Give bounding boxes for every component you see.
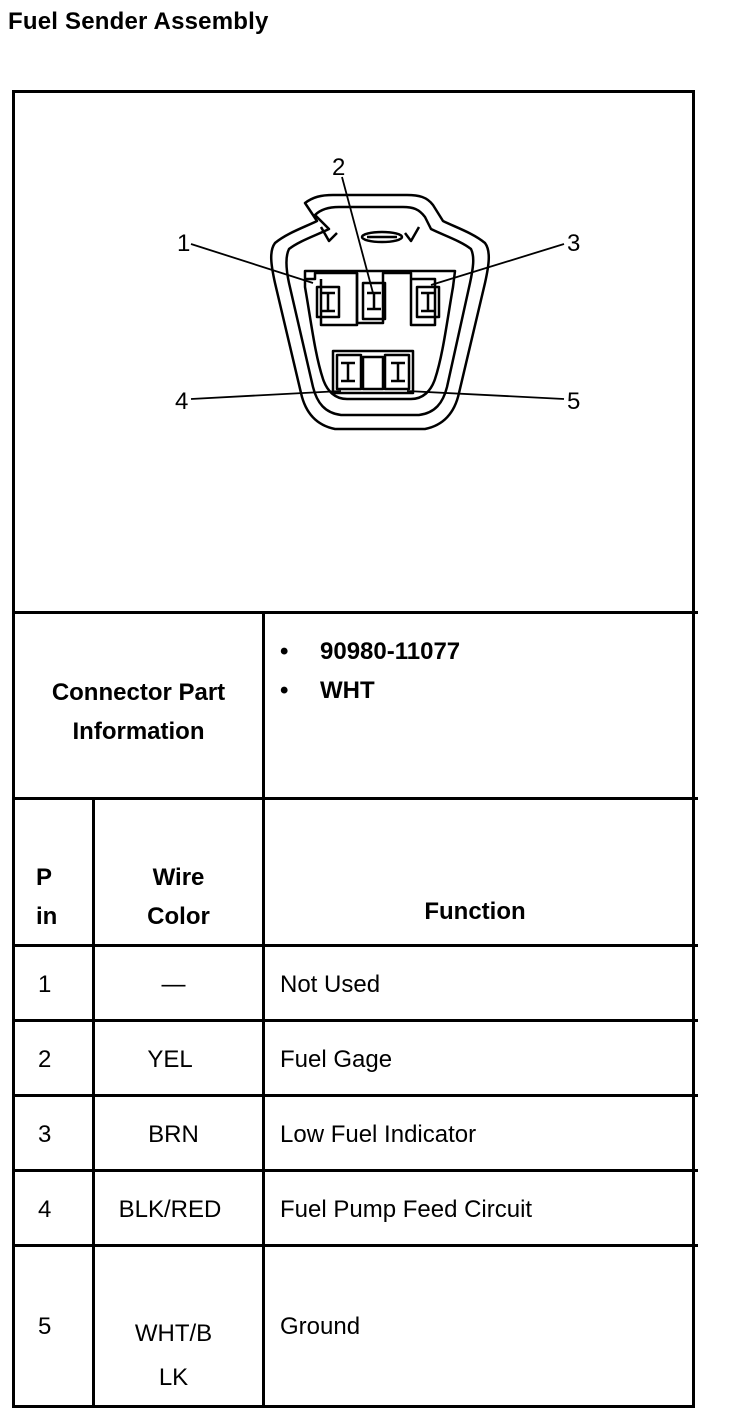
header-wire-color: Wire Color bbox=[147, 864, 210, 930]
connector-diagram bbox=[15, 93, 692, 613]
divider bbox=[12, 944, 698, 947]
callout-4-leader bbox=[191, 391, 341, 399]
callout-1: 1 bbox=[177, 230, 191, 257]
connector-face-drawing bbox=[15, 93, 692, 613]
divider bbox=[12, 611, 698, 614]
table-row-1-pin: 1 bbox=[38, 971, 52, 998]
callout-2: 2 bbox=[332, 154, 346, 181]
connector-part-number: 90980-11077 bbox=[320, 638, 461, 665]
divider bbox=[12, 1169, 698, 1172]
callout-5: 5 bbox=[567, 388, 581, 415]
terminal-5 bbox=[391, 363, 405, 381]
callout-3: 3 bbox=[567, 230, 581, 257]
table-row-4-color: BLK/RED bbox=[118, 1196, 222, 1223]
table-row-5-pin: 5 bbox=[38, 1313, 52, 1340]
column-divider bbox=[262, 611, 265, 1408]
table-row-4-pin: 4 bbox=[38, 1196, 52, 1223]
list-item: • 90980-11077 bbox=[280, 632, 460, 671]
table-row-4-function: Fuel Pump Feed Circuit bbox=[280, 1196, 533, 1223]
connector-seal-contour bbox=[305, 271, 455, 399]
header-pin: P in bbox=[36, 864, 58, 930]
divider bbox=[12, 1094, 698, 1097]
header-function: Function bbox=[424, 898, 526, 925]
table-row-3-color: BRN bbox=[148, 1121, 199, 1148]
table-row-5-color: WHT/B LK bbox=[134, 1320, 213, 1391]
list-item: • WHT bbox=[280, 671, 460, 710]
callout-5-leader bbox=[407, 391, 564, 399]
connector-info-label: Connector Part Information bbox=[51, 679, 226, 745]
divider bbox=[12, 797, 698, 800]
page-title: Fuel Sender Assembly bbox=[8, 8, 269, 35]
connector-latch-right bbox=[405, 227, 419, 241]
table-row-2-pin: 2 bbox=[38, 1046, 52, 1073]
terminal-4 bbox=[341, 363, 355, 381]
callout-1-leader bbox=[191, 244, 313, 283]
callout-3-leader bbox=[431, 244, 564, 285]
table-row-2-function: Fuel Gage bbox=[280, 1046, 393, 1073]
table-row-1-color: — bbox=[161, 971, 186, 998]
connector-info-list bbox=[280, 632, 460, 710]
table-row-5-function: Ground bbox=[280, 1313, 361, 1340]
callout-4: 4 bbox=[175, 388, 189, 415]
table-row-1-function: Not Used bbox=[280, 971, 381, 998]
table-row-3-pin: 3 bbox=[38, 1121, 52, 1148]
divider bbox=[12, 1019, 698, 1022]
connector-color: WHT bbox=[320, 677, 375, 704]
table-row-3-function: Low Fuel Indicator bbox=[280, 1121, 477, 1148]
divider bbox=[12, 1244, 698, 1247]
table-row-2-color: YEL bbox=[147, 1046, 193, 1073]
